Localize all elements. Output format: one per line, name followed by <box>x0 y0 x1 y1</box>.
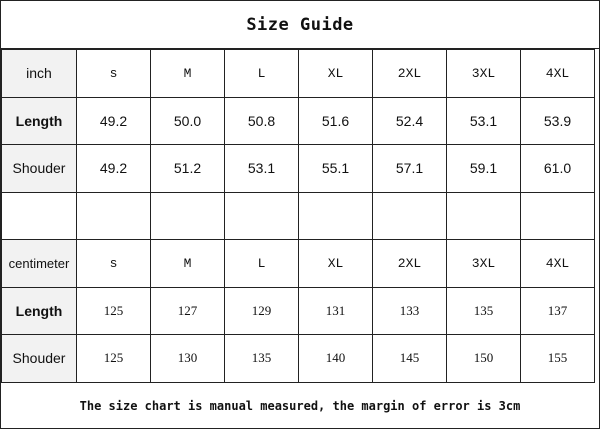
blank-cell <box>299 192 373 240</box>
table-cell: 133 <box>373 287 447 335</box>
table-cell: 59.1 <box>447 145 521 193</box>
table-row <box>2 335 595 383</box>
size-header: 4XL <box>521 240 595 288</box>
size-header: s <box>77 50 151 98</box>
table-cell: 52.4 <box>373 97 447 145</box>
size-header: XL <box>299 240 373 288</box>
unit-label-inch: inch <box>2 50 77 98</box>
size-table <box>1 49 595 383</box>
unit-label-centimeter: centimeter <box>2 240 77 288</box>
table-cell: 125 <box>77 335 151 383</box>
table-cell: 51.2 <box>151 145 225 193</box>
size-header: M <box>151 50 225 98</box>
size-header: 3XL <box>447 50 521 98</box>
table-cell: 53.9 <box>521 97 595 145</box>
row-label-length: Length <box>2 97 77 145</box>
size-header: 2XL <box>373 240 447 288</box>
blank-cell <box>521 192 595 240</box>
size-header: M <box>151 240 225 288</box>
table-cell: 150 <box>447 335 521 383</box>
blank-cell <box>373 192 447 240</box>
table-cell: 53.1 <box>225 145 299 193</box>
table-cell: 130 <box>151 335 225 383</box>
table-cell: 129 <box>225 287 299 335</box>
table-row <box>2 145 595 193</box>
table-cell: 155 <box>521 335 595 383</box>
cm-header-row <box>2 240 595 288</box>
table-cell: 135 <box>447 287 521 335</box>
row-label-length: Length <box>2 287 77 335</box>
inch-header-row <box>2 50 595 98</box>
table-cell: 135 <box>225 335 299 383</box>
table-cell: 49.2 <box>77 145 151 193</box>
table-cell: 53.1 <box>447 97 521 145</box>
table-cell: 57.1 <box>373 145 447 193</box>
table-cell: 125 <box>77 287 151 335</box>
row-label-shoulder: Shouder <box>2 145 77 193</box>
size-header: 4XL <box>521 50 595 98</box>
blank-row <box>2 192 595 240</box>
blank-cell <box>225 192 299 240</box>
blank-cell <box>77 192 151 240</box>
size-header: L <box>225 240 299 288</box>
table-cell: 55.1 <box>299 145 373 193</box>
size-header: XL <box>299 50 373 98</box>
table-cell: 137 <box>521 287 595 335</box>
size-header: 2XL <box>373 50 447 98</box>
row-label-shoulder: Shouder <box>2 335 77 383</box>
blank-cell <box>447 192 521 240</box>
footer-note: The size chart is manual measured, the margin of error is 3cm <box>79 398 521 413</box>
blank-cell <box>2 192 77 240</box>
size-header: 3XL <box>447 240 521 288</box>
table-cell: 51.6 <box>299 97 373 145</box>
table-cell: 127 <box>151 287 225 335</box>
table-cell: 131 <box>299 287 373 335</box>
table-row <box>2 97 595 145</box>
table-cell: 61.0 <box>521 145 595 193</box>
table-cell: 145 <box>373 335 447 383</box>
table-cell: 50.0 <box>151 97 225 145</box>
table-cell: 50.8 <box>225 97 299 145</box>
table-cell: 140 <box>299 335 373 383</box>
size-header: L <box>225 50 299 98</box>
table-row <box>2 287 595 335</box>
blank-cell <box>151 192 225 240</box>
page-title: Size Guide <box>1 1 599 49</box>
table-cell: 49.2 <box>77 97 151 145</box>
size-header: s <box>77 240 151 288</box>
